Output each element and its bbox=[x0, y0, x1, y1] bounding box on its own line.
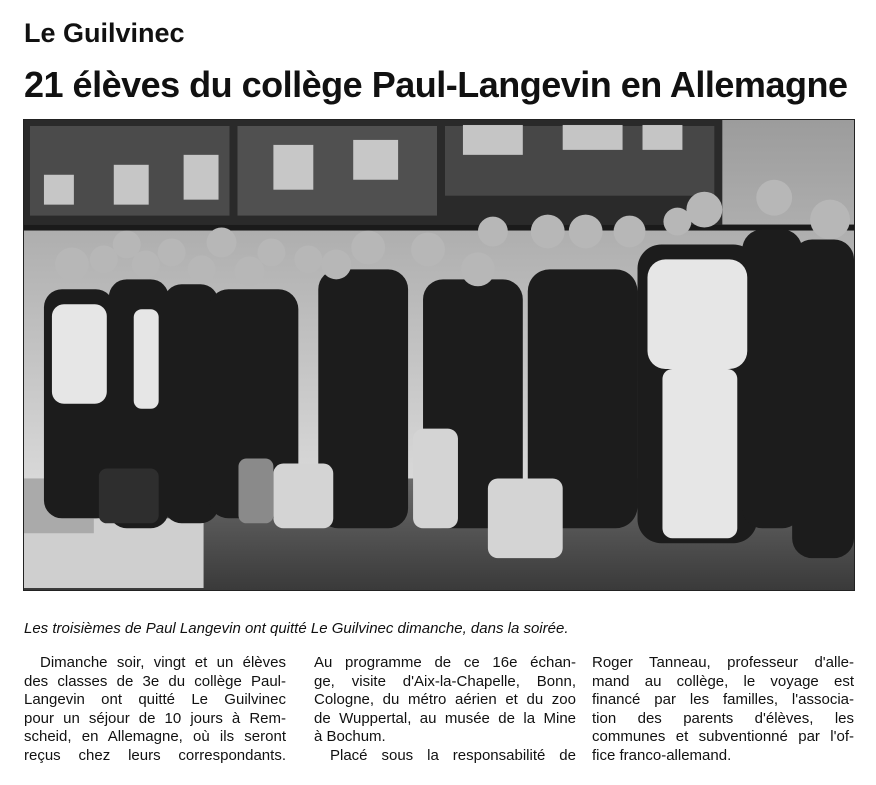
text-line: financé par les familles, l'associa- bbox=[592, 691, 854, 708]
text-line: de Wuppertal, au musée de la Mine bbox=[314, 709, 576, 727]
text-line: à Bochum. bbox=[314, 728, 386, 745]
text-line: scheid, en Allemagne, où ils seront bbox=[24, 728, 286, 745]
text-line: Au programme de ce 16e échan- bbox=[314, 654, 576, 671]
section-kicker: Le Guilvinec bbox=[24, 18, 185, 48]
text-line: Langevin ont quitté Le Guilvinec bbox=[24, 691, 286, 708]
group-photo bbox=[23, 119, 855, 591]
text-line: Roger Tanneau, professeur d'alle- bbox=[592, 654, 854, 671]
text-line: Dimanche soir, vingt et un élèves bbox=[40, 654, 286, 671]
text-line: fice franco-allemand. bbox=[592, 746, 732, 764]
text-line: des classes de 3e du collège Paul- bbox=[24, 672, 286, 690]
text-line: mand au collège, le voyage est bbox=[592, 672, 854, 690]
article-body bbox=[24, 654, 864, 774]
text-line: Cologne, du métro aérien et du zoo bbox=[314, 691, 576, 708]
article-column-1 bbox=[24, 654, 286, 765]
text-line: tion des parents d'élèves, les bbox=[592, 709, 854, 727]
article-column-3 bbox=[592, 654, 854, 765]
text-line: pour un séjour de 10 jours à Rem- bbox=[24, 709, 286, 727]
text-line: reçus chez leurs correspondants. bbox=[24, 746, 286, 764]
text-line: communes et subventionné par l'of- bbox=[592, 728, 854, 745]
article-column-2 bbox=[314, 654, 576, 765]
photo-caption: Les troisièmes de Paul Langevin ont quitté Le Guilvinec dimanche, dans la soirée. bbox=[24, 620, 569, 637]
photo-illustration bbox=[24, 120, 854, 590]
text-line: Placé sous la responsabilité de bbox=[330, 746, 576, 764]
headline: 21 élèves du collège Paul-Langevin en Allemagne bbox=[24, 64, 848, 105]
text-line: ge, visite d'Aix-la-Chapelle, Bonn, bbox=[314, 672, 576, 690]
